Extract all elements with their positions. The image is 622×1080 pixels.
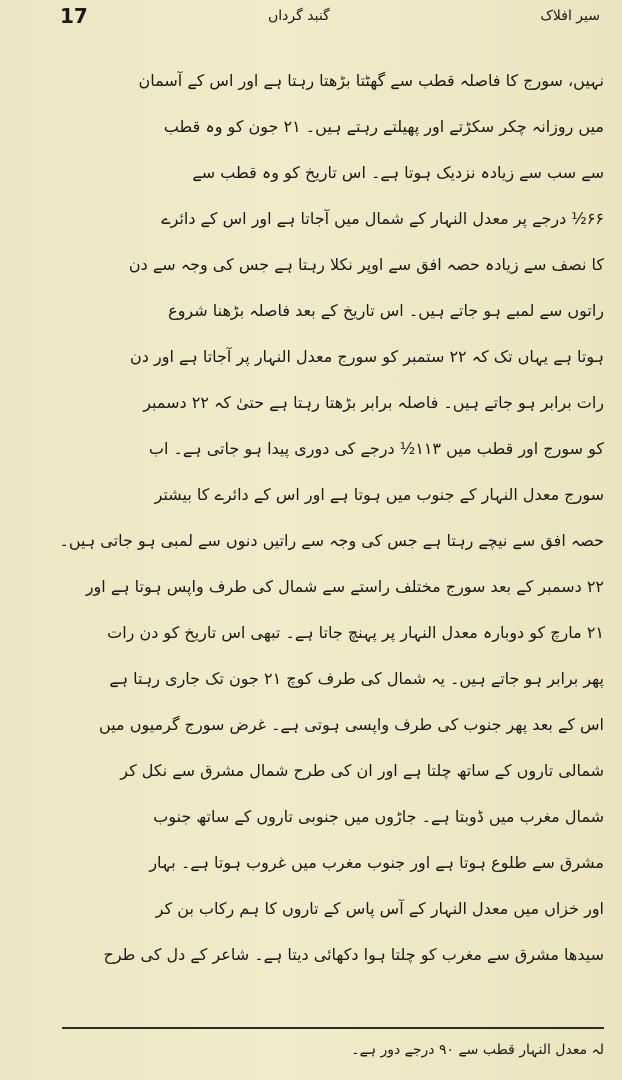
footnote: لہ معدل النہار قطب سے ۹۰ درجے دور ہے۔ <box>351 1042 604 1058</box>
text-line: میں روزانہ چکر سکڑتے اور پھیلتے رہتے ہیں۔ ۲۱ جون کو وہ قطب <box>163 117 604 136</box>
text-line: راتوں سے لمبے ہو جاتے ہیں۔ اس تاریخ کے بعد فاصلہ بڑھنا شروع <box>168 301 604 320</box>
text-line: اور خزاں میں معدل النہار کے آس پاس کے تاروں کا ہم رکاب بن کر <box>155 899 604 918</box>
text-line: کا نصف سے زیادہ حصہ افق سے اوپر نکلا رہتا ہے جس کی وجہ سے دن <box>128 255 604 274</box>
text-line: ہوتا ہے یہاں تک کہ ۲۲ ستمبر کو سورج معدل النہار پر آجاتا ہے اور دن <box>130 347 604 366</box>
text-line: سیدھا مشرق سے مغرب کو چلتا ہوا دکھائی دیتا ہے۔ شاعر کے دل کی طرح <box>103 945 604 964</box>
text-line: ۲۱ مارچ کو دوبارہ معدل النہار پر پہنچ جاتا ہے۔ تبھی اس تاریخ کو دن رات <box>107 623 604 642</box>
text-line: رات برابر ہو جاتے ہیں۔ فاصلہ برابر بڑھتا رہتا ہے حتیٰ کہ ۲۲ دسمبر <box>143 393 604 412</box>
text-line: ۲۲ دسمبر کے بعد سورج مختلف راستے سے شمال کی طرف واپس ہوتا ہے اور <box>85 577 604 596</box>
body-text <box>54 58 604 978</box>
footnote-divider <box>62 1027 604 1029</box>
text-line: شمال مغرب میں ڈوبتا ہے۔ جاڑوں میں جنوبی تاروں کے ساتھ جنوب <box>153 807 604 826</box>
text-line: پھر برابر ہو جاتے ہیں۔ یہ شمال کی طرف کوچ ۲۱ جون تک جاری رہتا ہے <box>109 669 604 688</box>
text-line: سورج معدل النہار کے جنوب میں ہوتا ہے اور اس کے دائرے کا بیشتر <box>154 485 604 504</box>
page-header <box>0 0 622 40</box>
text-line: اس کے بعد پھر جنوب کی طرف واپسی ہوتی ہے۔ غرض سورج گرمیوں میں <box>99 715 604 734</box>
text-line: کو سورج اور قطب میں ۱۱۳½ درجے کی دوری پیدا ہو جاتی ہے۔ اب <box>148 439 604 458</box>
text-line: مشرق سے طلوع ہوتا ہے اور جنوب مغرب میں غروب ہوتا ہے۔ بہار <box>149 853 604 872</box>
page-number: 17 <box>60 4 88 28</box>
book-title: سیر افلاک <box>540 8 600 24</box>
text-line: سے سب سے زیادہ نزدیک ہوتا ہے۔ اس تاریخ کو وہ قطب سے <box>192 163 604 182</box>
text-line: شمالی تاروں کے ساتھ چلتا ہے اور ان کی طرح شمال مشرق سے نکل کر <box>120 761 604 780</box>
text-line: ۶۶½ درجے پر معدل النہار کے شمال میں آجاتا ہے اور اس کے دائرے <box>161 209 604 228</box>
text-line: حصہ افق سے نیچے رہتا ہے جس کی وجہ سے راتیں دنوں سے لمبی ہو جاتی ہیں۔ <box>59 531 604 550</box>
running-title: گنبد گرداں <box>268 8 330 24</box>
text-line: نہیں، سورج کا فاصلہ قطب سے گھٹتا بڑھتا رہتا ہے اور اس کے آسمان <box>138 71 604 90</box>
